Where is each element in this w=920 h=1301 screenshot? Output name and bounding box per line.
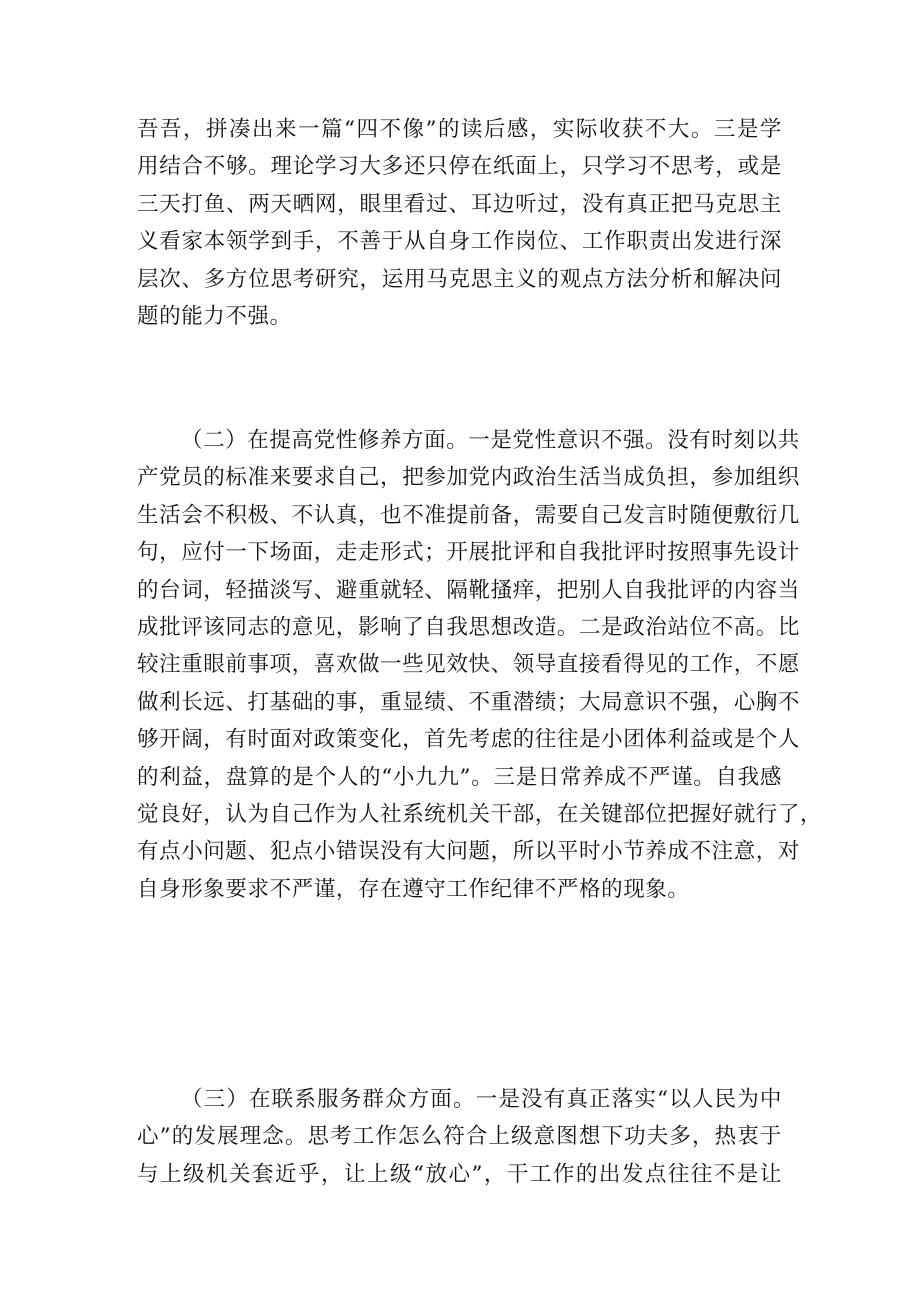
text-line: 有点小问题、犯点小错误没有大问题，所以平时小节养成不注意，对 — [137, 839, 801, 865]
text-line: （三）在联系服务群众方面。一是没有真正落实“以人民为中 — [181, 1087, 782, 1112]
text-line: 层次、多方位思考研究，运用马克思主义的观点方法分析和解决问 — [137, 266, 782, 292]
text-line: 吾吾，拼凑出来一篇“四不像”的读后感，实际收获不大。三是学 — [137, 117, 782, 142]
paragraph-party-spirit — [137, 422, 823, 908]
text-line: 生活会不积极、不认真，也不准提前备，需要自己发言时随便敷衍几 — [137, 502, 801, 528]
text-line: （二）在提高党性修养方面。一是党性意识不强。没有时刻以共 — [181, 428, 800, 453]
text-line: 较注重眼前事项，喜欢做一些见效快、领导直接看得见的工作，不愿 — [137, 652, 801, 678]
text-line: 觉良好，认为自己作为人社系统机关干部，在关键部位把握好就行了， — [137, 801, 823, 827]
text-line: 三天打鱼、两天晒网，眼里看过、耳边听过，没有真正把马克思主 — [137, 191, 782, 217]
paragraph-serving-masses — [137, 1081, 782, 1193]
text-line: 题的能力不强。 — [137, 303, 292, 329]
text-line: 用结合不够。理论学习大多还只停在纸面上，只学习不思考，或是 — [137, 154, 782, 180]
text-line: 自身形象要求不严谨，存在遵守工作纪律不严格的现象。 — [137, 876, 690, 902]
text-line: 成批评该同志的意见，影响了自我思想改造。二是政治站位不高。比 — [137, 614, 801, 640]
text-line: 心”的发展理念。思考工作怎么符合上级意图想下功夫多，热衷于 — [137, 1124, 782, 1150]
text-line: 句，应付一下场面，走走形式；开展批评和自我批评时按照事先设计 — [137, 540, 801, 566]
paragraph-continued — [137, 111, 782, 335]
text-line: 的利益，盘算的是个人的“小九九”。三是日常养成不严谨。自我感 — [137, 764, 782, 790]
text-line: 产党员的标准来要求自己，把参加党内政治生活当成负担，参加组织 — [137, 465, 801, 491]
text-line: 做利长远、打基础的事，重显绩、不重潜绩；大局意识不强，心胸不 — [137, 689, 801, 715]
text-line: 义看家本领学到手，不善于从自身工作岗位、工作职责出发进行深 — [137, 229, 782, 255]
text-line: 够开阔，有时面对政策变化，首先考虑的往往是小团体利益或是个人 — [137, 727, 801, 753]
text-line: 的台词，轻描淡写、避重就轻、隔靴搔痒，把别人自我批评的内容当 — [137, 577, 801, 603]
text-line: 与上级机关套近乎，让上级“放心”，干工作的出发点往往不是让 — [137, 1161, 782, 1187]
